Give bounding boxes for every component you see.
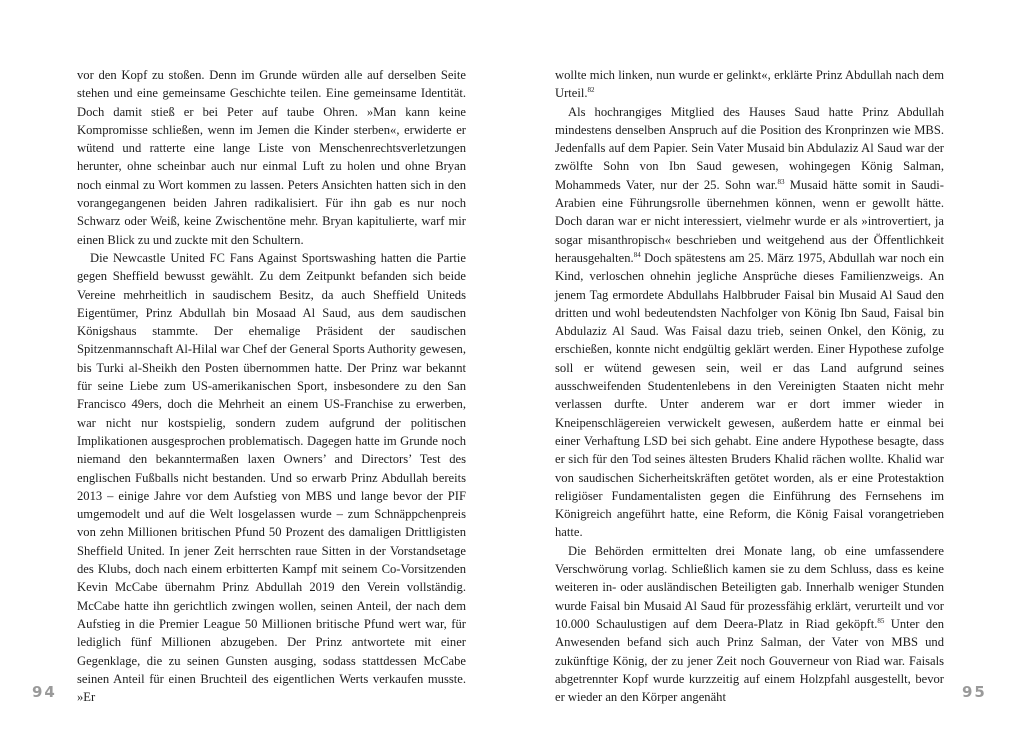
page-number-right: 95	[962, 683, 987, 701]
paragraph: Die Newcastle United FC Fans Against Sportswashing hatten die Partie gegen Sheffield bewusst gewählt. Zu dem Zeitpunkt befanden sich beide Vereine mehrheitlich in saudischem Besitz, da auch Sheffield Uniteds Eigentümer, Prinz Abdullah bin Mosaad Al Saud, aus dem saudischen Königshaus stammte. Der ehemalige Präsident der saudischen Spitzenmannschaft Al-Hilal war Chef der General Sports Authority gewesen, bis Turki al-Sheikh den Posten übernommen hatte. Der Prinz war bekannt für seine Liebe zum US-amerikanischen Sport, insbesondere zu den San Francisco 49ers, doch die Mehrheit an einem US-Franchise zu erwerben, war nicht nur kostspielig, sondern zudem aufgrund der politischen Implikationen ausgesprochen problematisch. Dagegen hatte im Grunde noch niemand den bekanntermaßen laxen Owners’ and Directors’ Test des englischen Fußballs nicht bestanden. Und so erwarb Prinz Abdullah bereits 2013 – einige Jahre vor dem Aufstieg von MBS und lange bevor der PIF umgemodelt und auf die Welt losgelassen wurde – zum Schnäppchenpreis von zehn Millionen britischen Pfund 50 Prozent des damaligen Drittligisten Sheffield United. In jener Zeit herrschten raue Sitten in der Vorstandsetage des Klubs, doch nach einem erbitterten Kampf mit seinem Co-Vorsitzenden Kevin McCabe übernahm Prinz Abdullah 2019 den Verein vollständig. McCabe hatte ihn gerichtlich zwingen wollen, seinen Anteil, der nach dem Aufstieg in die Premier League 50 Millionen britische Pfund wert war, für lediglich fünf Millionen abzugeben. Der Prinz antwortete mit einer Gegenklage, die zu seinen Gunsten ausging, sodass stattdessen McCabe seinen Anteil für einen Bruchteil des eigentlichen Werts verkaufen musste. »Er	[77, 250, 466, 705]
page-number-left: 94	[32, 683, 57, 701]
paragraph-text: wollte mich linken, nun wurde er gelinkt«, erklärte Prinz Abdullah nach dem Urteil.	[555, 68, 944, 101]
paragraph	[555, 66, 944, 103]
footnote-marker: 83	[777, 177, 785, 186]
footnote-marker: 82	[587, 86, 595, 95]
footnote-marker: 84	[633, 250, 641, 259]
paragraph-text: Unter den Anwesenden befand sich auch Prinz Salman, der Vater von MBS und zukünftige König, der zu jener Zeit noch Gouverneur von Riad war. Faisals abgetrennter Kopf wurde kurzzeitig auf einem Holzpfahl ausgestellt, bevor er wieder an den Körper angenäht	[555, 616, 944, 705]
paragraph-text: Als hochrangiges Mitglied des Hauses Saud hatte Prinz Abdullah mindestens denselben Anspruch auf die Position des Kronprinzen wie MBS. Jedenfalls auf dem Papier. Sein Vater Musaid bin Abdulaziz Al Saud war der zwölfte Sohn von Ibn Saud gewesen, wohingegen König Salman, Mohammeds Vater, nur der 25. Sohn war.	[555, 104, 944, 192]
paragraph-text: Musaid hätte somit in Saudi-Arabien eine Führungsrolle übernehmen können, wenn er gewollt hätte. Doch daran war er nicht interessiert, vielmehr wurde er als »introvertiert, ja sogar misanthropisch« beschrieben und weitgehend aus der Öffentlichkeit herausgehalten.	[555, 177, 944, 265]
paragraph	[555, 542, 944, 707]
right-page-text	[555, 66, 944, 706]
paragraph: vor den Kopf zu stoßen. Denn im Grunde würden alle auf derselben Seite stehen und eine gemeinsame Geschichte teilen. Eine gemeinsame Identität. Doch damit stieß er bei Peter auf taube Ohren. »Man kann keine Kompromisse schließen, wenn im Jemen die Kinder sterben«, erwiderte er wütend und ratterte eine lange Liste von Menschenrechtsverletzungen herunter, ohne scheinbar auch nur einmal Luft zu holen und ohne Bryan noch einmal zu Wort kommen zu lassen. Peters Ansichten hatten sich in den vorangegangenen beiden Jahren radikalisiert. Für ihn gab es nur noch Schwarz oder Weiß, keine Zwischentöne mehr. Bryan kapitulierte, warf mir einen Blick zu und zuckte mit den Schultern.	[77, 68, 466, 247]
left-page-text	[77, 66, 466, 706]
paragraph-text: Die Behörden ermittelten drei Monate lang, ob eine umfassendere Verschwörung vorlag. Schließlich kamen sie zu dem Schluss, dass es keine weiteren in- oder ausländischen Beteiligten gab. Innerhalb weniger Stunden wurde Faisal bin Musaid Al Saud für prozessfähig erklärt, verurteilt und vor 10.000 Schaulustigen auf dem Deera-Platz in Riad geköpft.	[555, 543, 944, 631]
paragraph	[555, 103, 944, 542]
footnote-marker: 85	[877, 616, 885, 625]
paragraph-text: Doch spätestens am 25. März 1975, Abdullah war noch ein Kind, verloschen ohnehin jegliche Ansprüche dieses Familienzweigs. An jenem Tag ermordete Abdullahs Halbbruder Faisal bin Musaid Al Saud den dritten und wohl bedeutendsten Nachfolger von König Ibn Saud, Faisal bin Abdulaziz Al Saud. Was Faisal dazu trieb, seinen Onkel, den König, zu erschießen, konnte nicht endgültig geklärt werden. Einer Hypothese zufolge soll er wütend gewesen sein, weil er das Land aufgrund seines ausschweifenden Studentenlebens in den Vereinigten Staaten nicht mehr verlassen durfte. Unter anderem war er dort immer wieder in Kneipenschlägereien verwickelt gewesen, außerdem hatte er einmal bei einer Verhaftung LSD bei sich gehabt. Eine andere Hypothese besagte, dass er sich für den Tod seines ältesten Bruders Khalid rächen wollte. Khalid war von saudischen Sicherheitskräften getötet worden, als er eine Protestaktion religiöser Fundamentalisten gegen die Einführung des Fernsehens im Königreich angeführt hatte, eine Reform, die König Faisal vorangetrieben hatte.	[555, 250, 944, 540]
